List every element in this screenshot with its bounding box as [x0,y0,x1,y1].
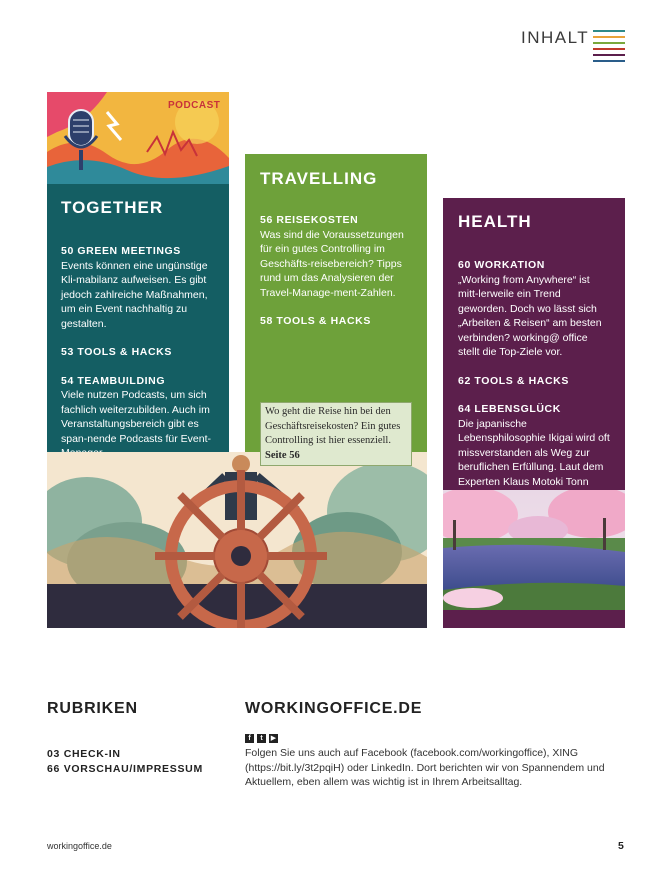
website-heading: WORKINGOFFICE.DE [245,700,423,717]
podcast-illustration [47,92,229,184]
section-health [443,198,625,490]
health-column-footer-strip [443,610,625,628]
article[interactable] [260,314,412,329]
section-title: HEALTH [458,212,532,231]
callout-box[interactable] [260,402,412,466]
stripe [593,30,625,32]
article[interactable] [458,402,610,504]
podcast-badge: PODCAST [168,100,221,111]
article-heading: 56 REISEKOSTEN [260,214,359,226]
rubriken-heading: RUBRIKEN [47,700,138,717]
article-heading: 58 TOOLS & HACKS [260,315,371,327]
article-teaser: „Working from Anywhere“ ist mitt-lerweile ein Trend geworden. Doch wo lässt sich „Arbeiten & Reisen“ am besten verbinden? working@ office stellt die Top-Ziele vor. [458,273,602,358]
article[interactable] [61,244,215,331]
article-heading: 60 WORKATION [458,259,545,271]
article-heading: 64 LEBENSGLÜCK [458,403,561,415]
cherry-blossom-lake-photo [443,490,625,610]
article-teaser: Events können eine ungünstige Kli-mabilanz aufweisen. Es gibt jedoch zahlreiche Maßnahmen, um ein Event nachhaltig zu gestalten. [61,259,208,330]
article-heading: 50 GREEN MEETINGS [61,245,181,257]
rubriken-list [47,747,203,776]
article[interactable] [61,374,215,461]
footer-site[interactable]: workingoffice.de [47,841,112,851]
facebook-icon[interactable]: f [245,734,254,743]
twitter-icon[interactable]: t [257,734,266,743]
stripe [593,60,625,62]
page-title: INHALT [521,28,590,47]
stripe [593,54,625,56]
article-heading: 62 TOOLS & HACKS [458,374,569,387]
page-number: 5 [618,840,624,852]
rubriken-item[interactable]: 66 VORSCHAU/IMPRESSUM [47,762,203,775]
article[interactable] [458,258,610,360]
section-title: TRAVELLING [260,169,378,188]
article-heading: 53 TOOLS & HACKS [61,346,172,358]
article-teaser: Die japanische Lebensphilosophie Ikigai wird oft missverstanden als Weg zur beruflichen Erfüllung. Laut dem Experten Klaus Motoki Tonn [458,417,610,488]
rubriken-item[interactable]: 03 CHECK-IN [47,748,121,760]
callout-text: Wo geht die Reise hin bei den Geschäftsreisekosten? Ein gutes Controlling ist hier essenziell. [265,406,401,446]
youtube-icon[interactable]: ▶ [270,735,277,742]
stripe [593,48,625,50]
callout-page-ref: Seite 56 [265,449,300,461]
article[interactable] [260,213,412,300]
social-text: Folgen Sie uns auch auf Facebook (facebook.com/workingoffice), XING (https://bit.ly/3t2pqiH) oder LinkedIn. Dort berichten wir von Spannendem und Aktuellem, eben allem was wichtig ist in Ihrem Arbeitsalltag. [245,747,605,788]
ship-wheel-illustration [47,449,427,628]
article-heading: 54 TEAMBUILDING [61,374,166,387]
article[interactable] [61,345,215,360]
article-teaser: Viele nutzen Podcasts, um sich fachlich weiterzubilden. Auch im Veranstaltungsbereich gibt es span-nende Podcasts für Event- [61,389,212,445]
section-together [47,184,229,452]
stripe [593,36,625,38]
section-title: TOGETHER [61,198,164,217]
article-teaser: Was sind die Voraussetzungen für ein gutes Controlling im Geschäfts-reisebereich? Tipps rund um das Analysieren der Travel-Manage-ment-Zahlen. [260,228,404,299]
article[interactable] [458,374,610,389]
color-stripes-decoration [593,30,625,66]
stripe [593,42,625,44]
